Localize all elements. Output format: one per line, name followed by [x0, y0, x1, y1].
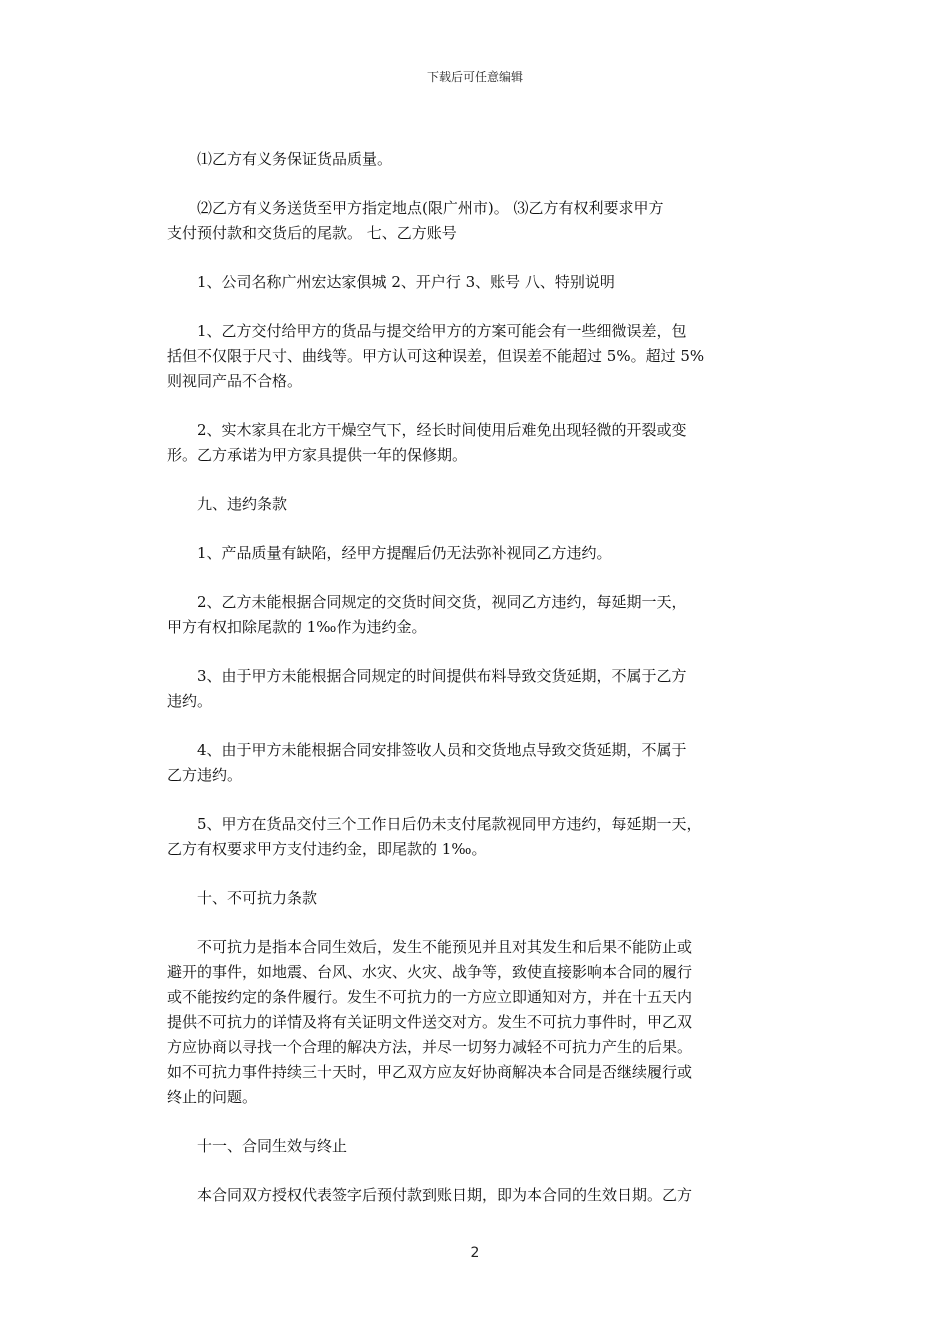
paragraph-line: 乙方有权要求甲方支付违约金，即尾款的 1‰。 — [167, 840, 487, 858]
paragraph — [167, 541, 779, 566]
paragraph-line: 本合同双方授权代表签字后预付款到账日期，即为本合同的生效日期。乙方 — [167, 1186, 693, 1204]
paragraph — [167, 664, 779, 714]
paragraph-line: 则视同产品不合格。 — [167, 372, 303, 390]
paragraph-line: 支付预付款和交货后的尾款。 七、乙方账号 — [167, 224, 457, 242]
paragraph-line: 形。乙方承诺为甲方家具提供一年的保修期。 — [167, 446, 468, 464]
paragraph — [167, 196, 779, 246]
paragraph-line: 括但不仅限于尺寸、曲线等。甲方认可这种误差，但误差不能超过 5%。超过 5% — [167, 347, 705, 365]
paragraph — [167, 492, 779, 517]
paragraph — [167, 1183, 779, 1208]
paragraph-line: 3、由于甲方未能根据合同规定的时间提供布料导致交货延期，不属于乙方 — [167, 667, 687, 685]
paragraph — [167, 147, 779, 172]
paragraph — [167, 270, 779, 295]
paragraph-line: 1、乙方交付给甲方的货品与提交给甲方的方案可能会有一些细微误差，包 — [167, 322, 687, 340]
paragraph-line: 4、由于甲方未能根据合同安排签收人员和交货地点导致交货延期，不属于 — [167, 741, 687, 759]
paragraph-line: 提供不可抗力的详情及将有关证明文件送交对方。发生不可抗力事件时，甲乙双 — [167, 1013, 693, 1031]
paragraph-line: ⑴乙方有义务保证货品质量。 — [167, 150, 393, 168]
paragraph-line: 不可抗力是指本合同生效后，发生不能预见并且对其发生和后果不能防止或 — [167, 938, 693, 956]
paragraph-line: ⑵乙方有义务送货至甲方指定地点(限广州市)。 ⑶乙方有权利要求甲方 — [167, 199, 664, 217]
paragraph-line: 避开的事件，如地震、台风、水灾、火灾、战争等，致使直接影响本合同的履行 — [167, 963, 693, 981]
paragraph-line: 如不可抗力事件持续三十天时，甲乙双方应友好协商解决本合同是否继续履行或 — [167, 1063, 693, 1081]
paragraph-line: 甲方有权扣除尾款的 1‰作为违约金。 — [167, 618, 427, 636]
paragraph — [167, 1134, 779, 1159]
paragraph-line: 乙方违约。 — [167, 766, 243, 784]
paragraph — [167, 886, 779, 911]
paragraph-line: 2、实木家具在北方干燥空气下，经长时间使用后难免出现轻微的开裂或变 — [167, 421, 687, 439]
paragraph — [167, 319, 779, 394]
paragraph-line: 违约。 — [167, 692, 213, 710]
paragraph-line: 九、违约条款 — [167, 495, 288, 513]
paragraph-line: 2、乙方未能根据合同规定的交货时间交货，视同乙方违约，每延期一天， — [167, 593, 687, 611]
paragraph-line: 或不能按约定的条件履行。发生不可抗力的一方应立即通知对方，并在十五天内 — [167, 988, 693, 1006]
page-number: 2 — [470, 1245, 480, 1261]
paragraph — [167, 812, 779, 862]
paragraph-line: 1、产品质量有缺陷，经甲方提醒后仍无法弥补视同乙方违约。 — [167, 544, 612, 562]
paragraph-line: 十一、合同生效与终止 — [167, 1137, 348, 1155]
paragraph — [167, 418, 779, 468]
document-body — [167, 147, 779, 1232]
page-header: 下载后可任意编辑 — [426, 70, 523, 84]
paragraph-line: 5、甲方在货品交付三个工作日后仍未支付尾款视同甲方违约，每延期一天， — [167, 815, 702, 833]
paragraph-line: 终止的问题。 — [167, 1088, 258, 1106]
paragraph-line: 1、公司名称广州宏达家俱城 2、开户行 3、账号 八、特别说明 — [167, 273, 615, 291]
paragraph-line: 十、不可抗力条款 — [167, 889, 318, 907]
paragraph — [167, 935, 779, 1110]
paragraph-line: 方应协商以寻找一个合理的解决方法，并尽一切努力减轻不可抗力产生的后果。 — [167, 1038, 693, 1056]
paragraph — [167, 738, 779, 788]
paragraph — [167, 590, 779, 640]
